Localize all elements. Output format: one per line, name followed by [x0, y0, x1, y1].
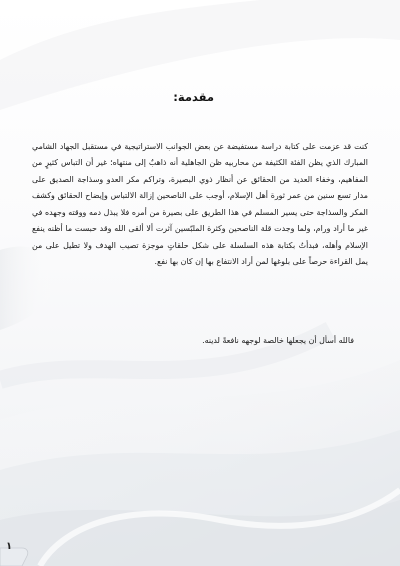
- page-number: ١: [6, 541, 13, 552]
- closing-line: فالله أسأل أن يجعلها خالصة لوجهه نافعةً لدينه.: [202, 336, 354, 345]
- body-paragraph: كنت قد عزمت على كتابة دراسة مستفيضة عن بعض الجوانب الاستراتيجية في مستقبل الجهاد الشامي المبارك الذي يظن الفئة الكثيفة من محاربيه ظن الجاهلية أنه ذاهبٌ إلى منتهاه؛ غير أن التباس كثيرٍ من المفاهيم، وخفاء العديد من الحقائق عن أنظار ذوي البصيرة، وتراكم مكر العدو وسذاجة الصديق على مدار تسع سنين من عمر ثورة أهل الإسلام، أوجب على الناصحين إزالة الالتباس وإيضاح الحقائق وكشف المكر والسذاجة حتى يسير المسلم في هذا الطريق على بصيرة من أمره فلا يبذل دمه ووقته وجهده في غير ما أراد ورام، ولما وجدت قلة الناصحين وكثرة الملبّسين آثرت ألا ألقى الله وقد حبست ما أظنه ينفع الإسلام وأهله، فبدأتُ بكتابة هذه السلسلة على شكل حلقاتٍ موجزة تصيب الهدف ولا تطيل على من يمل القراءة حرصاً على بلوغها لمن أراد الانتفاع بها إن كان بها نفع.: [32, 142, 368, 267]
- section-heading: مقدمة:: [173, 90, 214, 104]
